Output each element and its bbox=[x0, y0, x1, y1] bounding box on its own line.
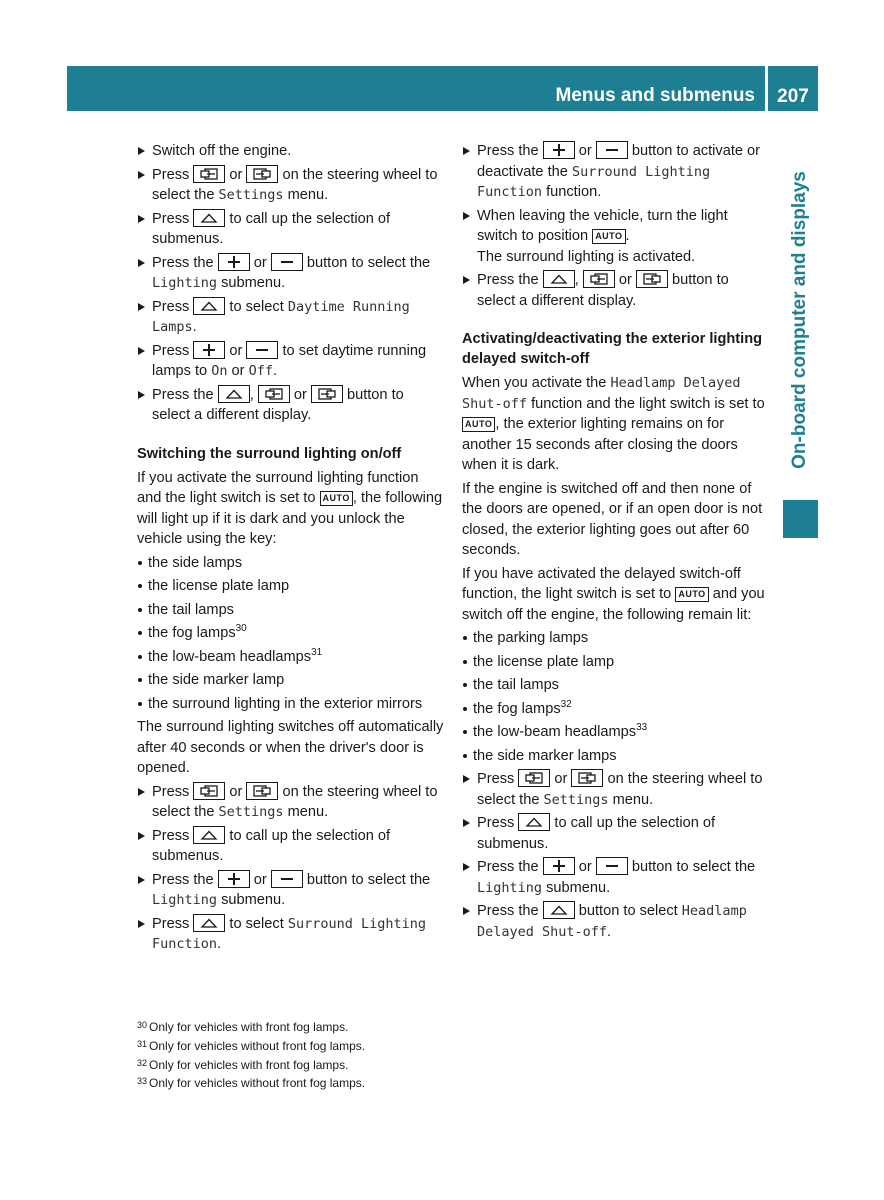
step-arrow-icon bbox=[138, 259, 145, 267]
list-item bbox=[462, 699, 770, 720]
text-run: the fog lamps bbox=[148, 625, 236, 641]
text-run: Press bbox=[152, 915, 194, 932]
text-run: or bbox=[225, 342, 247, 359]
back-button-icon bbox=[543, 901, 575, 919]
left-steps-2 bbox=[137, 782, 445, 955]
display-menu-text: Off bbox=[248, 363, 273, 379]
instruction-step bbox=[137, 341, 445, 382]
bullet-icon bbox=[138, 702, 142, 706]
text-run: on the steering wheel to select the bbox=[477, 771, 763, 808]
back-button-icon bbox=[218, 385, 250, 403]
instruction-step bbox=[462, 206, 770, 268]
right-column bbox=[462, 141, 770, 945]
auto-switch-position-icon: AUTO bbox=[675, 587, 708, 602]
next-display-button-icon bbox=[246, 782, 278, 800]
previous-display-button-icon bbox=[193, 782, 225, 800]
list-item bbox=[462, 746, 770, 767]
display-menu-text: On bbox=[211, 363, 228, 379]
text-run: Press bbox=[152, 210, 194, 227]
text-run: the fog lamps bbox=[473, 700, 561, 717]
text-run: Press the bbox=[477, 143, 543, 159]
text-run: Press the bbox=[152, 254, 218, 271]
list-item bbox=[137, 553, 445, 574]
text-run: the parking lamps bbox=[473, 630, 589, 646]
footnote-reference: 33 bbox=[636, 722, 648, 734]
back-button-icon bbox=[193, 297, 225, 315]
text-run: Press the bbox=[477, 272, 543, 288]
back-button-icon bbox=[518, 813, 550, 831]
footnote-text: Only for vehicles with front fog lamps. bbox=[149, 1057, 349, 1072]
text-run: button to select the bbox=[302, 871, 431, 888]
text-run: to select bbox=[225, 298, 288, 315]
list-item bbox=[137, 694, 445, 715]
text-run: submenu. bbox=[542, 879, 611, 896]
text-run: The surround lighting switches off automatically after 40 seconds or when the driver's door is opened. bbox=[137, 719, 444, 776]
bullet-icon bbox=[138, 631, 142, 635]
display-menu-text: Headlamp Delayed Shut-off bbox=[477, 903, 747, 940]
footnote bbox=[137, 1037, 365, 1056]
bullet-icon bbox=[463, 636, 467, 640]
text-run: , bbox=[574, 272, 583, 288]
text-run: button to select bbox=[574, 903, 682, 919]
previous-display-button-icon bbox=[518, 769, 550, 787]
footnote-reference: 32 bbox=[560, 698, 572, 710]
step-arrow-icon bbox=[138, 303, 145, 311]
left-steps-1 bbox=[137, 141, 445, 426]
back-button-icon bbox=[193, 826, 225, 844]
text-run: to call up the selection of submenus. bbox=[477, 815, 716, 852]
step-arrow-icon bbox=[463, 147, 470, 155]
instruction-step bbox=[137, 297, 445, 338]
text-run: the side marker lamp bbox=[148, 672, 285, 688]
bullet-icon bbox=[138, 561, 142, 565]
text-run: Press bbox=[152, 342, 194, 359]
right-bullets bbox=[462, 628, 770, 766]
right-steps-1 bbox=[462, 141, 770, 311]
text-run: . bbox=[607, 923, 612, 940]
text-run: or bbox=[249, 871, 271, 888]
chapter-tab bbox=[783, 148, 818, 493]
list-item bbox=[462, 675, 770, 696]
minus-button-icon bbox=[246, 341, 278, 359]
back-button-icon bbox=[193, 914, 225, 932]
left-column bbox=[137, 141, 445, 958]
instruction-step bbox=[137, 826, 445, 867]
instruction-step bbox=[137, 253, 445, 294]
footnote bbox=[137, 1018, 365, 1037]
step-arrow-icon bbox=[138, 215, 145, 223]
right-heading: Activating/deactivating the exterior lighting delayed switch-off bbox=[462, 331, 763, 367]
list-item bbox=[137, 576, 445, 597]
list-item bbox=[137, 623, 445, 644]
footnotes bbox=[137, 1018, 365, 1093]
page-number: 207 bbox=[768, 66, 818, 111]
text-run: submenu. bbox=[217, 275, 286, 291]
instruction-step bbox=[462, 813, 770, 854]
next-display-button-icon bbox=[246, 165, 278, 183]
text-run: When leaving the vehicle, turn the light switch to position bbox=[477, 207, 728, 244]
text-run: or bbox=[574, 859, 596, 875]
text-run: the side marker lamps bbox=[473, 747, 617, 764]
text-run: Press bbox=[152, 298, 194, 315]
list-item bbox=[137, 670, 445, 691]
text-run: to call up the selection of submenus. bbox=[152, 210, 391, 247]
text-run: . bbox=[192, 319, 197, 335]
text-run: , bbox=[249, 386, 258, 403]
minus-button-icon bbox=[271, 870, 303, 888]
text-run: to select bbox=[225, 915, 288, 932]
text-run: Press the bbox=[477, 859, 543, 875]
left-heading: Switching the surround lighting on/off bbox=[137, 445, 402, 462]
plus-button-icon bbox=[543, 857, 575, 875]
auto-switch-position-icon: AUTO bbox=[592, 229, 625, 244]
auto-switch-position-icon: AUTO bbox=[462, 417, 495, 432]
text-run: the side lamps bbox=[148, 554, 243, 571]
text-run: the tail lamps bbox=[473, 677, 559, 693]
text-run: function. bbox=[542, 184, 602, 200]
chapter-tab-label: On-board computer and displays bbox=[789, 171, 810, 469]
plus-button-icon bbox=[543, 141, 575, 159]
text-run: Press bbox=[152, 783, 194, 800]
text-run: function and the light switch is set to bbox=[527, 395, 765, 412]
text-run: to set daytime running lamps to bbox=[152, 342, 427, 379]
list-item bbox=[462, 652, 770, 673]
instruction-step bbox=[137, 209, 445, 250]
minus-button-icon bbox=[596, 141, 628, 159]
step-arrow-icon bbox=[463, 907, 470, 915]
text-run: . bbox=[272, 363, 278, 379]
list-item bbox=[462, 628, 770, 649]
plus-button-icon bbox=[218, 253, 250, 271]
text-run: on the steering wheel to select the bbox=[152, 783, 438, 820]
text-run: If the engine is switched off and then none of the doors are opened, or if an open door is not closed, the exterior lighting goes out after 60 seconds. bbox=[462, 480, 763, 558]
text-run: the license plate lamp bbox=[148, 578, 290, 594]
footnote-text: Only for vehicles with front fog lamps. bbox=[149, 1020, 349, 1034]
step-arrow-icon bbox=[138, 147, 145, 155]
text-run: Press the bbox=[152, 386, 218, 403]
step-arrow-icon bbox=[138, 788, 145, 796]
display-menu-text: Headlamp Delayed Shut-off bbox=[462, 375, 741, 412]
step-arrow-icon bbox=[138, 171, 145, 179]
bullet-icon bbox=[463, 730, 467, 734]
instruction-step bbox=[137, 141, 445, 162]
left-intro-paragraph bbox=[137, 468, 445, 550]
display-menu-text: Lighting bbox=[477, 879, 543, 896]
text-run: Press the bbox=[152, 871, 218, 888]
plus-button-icon bbox=[193, 341, 225, 359]
instruction-step bbox=[137, 782, 445, 823]
display-menu-text: Lighting bbox=[152, 892, 218, 908]
text-run: on the steering wheel to select the bbox=[152, 166, 438, 203]
step-arrow-icon bbox=[463, 863, 470, 871]
right-steps-2 bbox=[462, 769, 770, 942]
bullet-icon bbox=[463, 754, 467, 758]
text-run: or bbox=[249, 254, 271, 271]
text-run: If you have activated the delayed switch-off function, the light switch is set to bbox=[462, 565, 741, 602]
step-arrow-icon bbox=[463, 276, 470, 284]
footnote bbox=[137, 1056, 365, 1075]
minus-button-icon bbox=[596, 857, 628, 875]
footnote-number: 32 bbox=[137, 1057, 148, 1068]
auto-switch-position-icon: AUTO bbox=[320, 491, 353, 506]
text-run: button to select a different display. bbox=[477, 272, 729, 309]
back-button-icon bbox=[193, 209, 225, 227]
text-run: Press bbox=[152, 166, 194, 183]
instruction-step bbox=[462, 857, 770, 898]
next-display-button-icon bbox=[636, 270, 668, 288]
step-arrow-icon bbox=[138, 832, 145, 840]
text-run: If you activate the surround lighting function and the light switch is set to bbox=[137, 469, 419, 506]
chapter-marker bbox=[783, 500, 818, 538]
bullet-icon bbox=[463, 660, 467, 664]
section-title: Menus and submenus bbox=[555, 85, 755, 106]
footnote-text: Only for vehicles without front fog lamps. bbox=[149, 1038, 366, 1053]
footnote-reference: 30 bbox=[235, 623, 247, 635]
previous-display-button-icon bbox=[258, 385, 290, 403]
text-run: menu. bbox=[283, 187, 329, 203]
text-run: , the exterior lighting remains on for another 15 seconds after closing the doors when it is dark. bbox=[462, 416, 738, 473]
paragraph bbox=[462, 373, 770, 476]
instruction-step bbox=[462, 270, 770, 311]
instruction-step bbox=[137, 914, 445, 955]
paragraph bbox=[462, 479, 770, 561]
step-arrow-icon bbox=[138, 920, 145, 928]
text-run: Press bbox=[152, 827, 194, 844]
text-run: or bbox=[227, 363, 249, 379]
text-run: the license plate lamp bbox=[473, 653, 615, 670]
instruction-step bbox=[462, 769, 770, 810]
text-run: When you activate the bbox=[462, 375, 611, 391]
text-run: or bbox=[574, 143, 596, 159]
list-item bbox=[137, 600, 445, 621]
display-menu-text: Lighting bbox=[152, 275, 218, 291]
minus-button-icon bbox=[271, 253, 303, 271]
text-run: to call up the selection of submenus. bbox=[152, 827, 391, 864]
left-paragraph-2 bbox=[137, 717, 445, 779]
display-menu-text: Daytime Running Lamps bbox=[152, 298, 410, 335]
footnote bbox=[137, 1074, 365, 1093]
display-menu-text: Surround Lighting Function bbox=[477, 163, 711, 200]
text-run: button to select the bbox=[302, 254, 431, 271]
instruction-step bbox=[137, 165, 445, 206]
paragraph bbox=[462, 564, 770, 626]
instruction-step bbox=[462, 141, 770, 203]
footnote-number: 31 bbox=[137, 1038, 148, 1049]
left-bullets bbox=[137, 553, 445, 715]
text-run: button to select a different display. bbox=[152, 386, 404, 423]
text-run: or bbox=[225, 166, 247, 183]
plus-button-icon bbox=[218, 870, 250, 888]
bullet-icon bbox=[463, 683, 467, 687]
footnote-text: Only for vehicles without front fog lamps. bbox=[149, 1076, 366, 1091]
step-arrow-icon bbox=[463, 212, 470, 220]
text-run: button to activate or deactivate the bbox=[477, 143, 761, 180]
list-item bbox=[137, 647, 445, 668]
step-arrow-icon bbox=[463, 819, 470, 827]
text-run: and you switch off the engine, the following remain lit: bbox=[462, 586, 765, 623]
text-run: menu. bbox=[283, 804, 329, 820]
right-paragraphs bbox=[462, 373, 770, 625]
bullet-icon bbox=[138, 608, 142, 612]
text-run: the low-beam headlamps bbox=[473, 724, 637, 740]
bullet-icon bbox=[138, 584, 142, 588]
bullet-icon bbox=[138, 655, 142, 659]
previous-display-button-icon bbox=[583, 270, 615, 288]
next-display-button-icon bbox=[571, 769, 603, 787]
step-arrow-icon bbox=[138, 876, 145, 884]
text-run: . bbox=[625, 228, 630, 244]
text-run: or bbox=[289, 386, 311, 403]
back-button-icon bbox=[543, 270, 575, 288]
previous-display-button-icon bbox=[193, 165, 225, 183]
instruction-step bbox=[137, 385, 445, 426]
bullet-icon bbox=[138, 678, 142, 682]
next-display-button-icon bbox=[311, 385, 343, 403]
step-arrow-icon bbox=[463, 775, 470, 783]
text-run: menu. bbox=[608, 791, 654, 808]
step-arrow-icon bbox=[138, 347, 145, 355]
footnote-reference: 31 bbox=[311, 646, 323, 658]
step-arrow-icon bbox=[138, 391, 145, 399]
text-run: Press bbox=[477, 771, 519, 787]
text-run: , the following will light up if it is dark and you unlock the vehicle using the key: bbox=[137, 490, 443, 547]
display-menu-text: Surround Lighting Function bbox=[152, 915, 426, 952]
text-run: button to select the bbox=[627, 859, 756, 875]
footnote-number: 30 bbox=[137, 1020, 148, 1030]
list-item bbox=[462, 722, 770, 743]
display-menu-text: Settings bbox=[218, 187, 284, 203]
text-run: Press the bbox=[477, 903, 543, 919]
header-bar bbox=[67, 66, 765, 111]
text-run: Switch off the engine. bbox=[152, 143, 292, 159]
bullet-icon bbox=[463, 707, 467, 711]
text-run: the low-beam headlamps bbox=[148, 648, 312, 665]
text-run: The surround lighting is activated. bbox=[477, 248, 696, 265]
text-run: submenu. bbox=[217, 892, 286, 908]
text-run: . bbox=[217, 936, 222, 952]
instruction-step bbox=[137, 870, 445, 911]
text-run: Press bbox=[477, 815, 519, 831]
text-run: the tail lamps bbox=[148, 601, 234, 618]
text-run: the surround lighting in the exterior mirrors bbox=[148, 695, 423, 712]
display-menu-text: Settings bbox=[543, 791, 609, 808]
text-run: or bbox=[550, 771, 572, 787]
footnote-number: 33 bbox=[137, 1076, 148, 1087]
text-run: or bbox=[225, 783, 247, 800]
instruction-step bbox=[462, 901, 770, 942]
text-run: or bbox=[614, 272, 636, 288]
display-menu-text: Settings bbox=[218, 804, 284, 820]
